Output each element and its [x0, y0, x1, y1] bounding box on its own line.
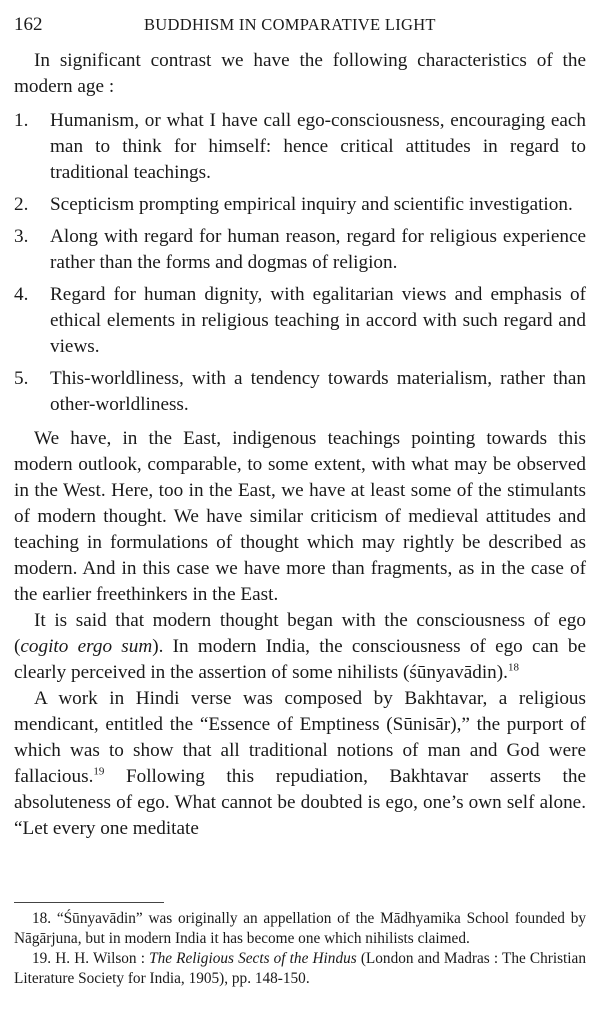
- list-item-text: Humanism, or what I have call ego-consciousness, encouraging each man to think for himself: hence critical attitudes in regard to traditional teachings.: [50, 110, 586, 183]
- paragraph-text: ). In modern India, the consciousness of ego can be clearly perceived in the assertion of some nihilists (śūnyavādin).: [14, 636, 586, 683]
- footnote-18: 18. “Śūnyavādin” was originally an appellation of the Mādhyamika School founded by Nāgārjuna, but in modern India it has become one which nihilists claimed.: [14, 910, 586, 947]
- footnote-ref-18[interactable]: 18: [507, 661, 519, 674]
- paragraph-eastern-teachings: We have, in the East, indigenous teachings pointing towards this modern outlook, comparable, to some extent, with what may be observed in the West. Here, too in the East, we have at least some of the stimulants of modern thought. We have similar criticism of medieval attitudes and teaching in formulations of thought which may rightly be described as modern. And in this case we have more than fragments, as in the case of the earlier freethinkers in the East.: [14, 428, 586, 605]
- paragraph-text: A work in Hindi verse was composed by Bakhtavar, a religious mendicant, entitled the “Essence of Emptiness (Sūnisār),” the purport of which was to show that all traditional notions of man and God were fallacious.: [14, 688, 586, 787]
- list-item-number: 2.: [14, 194, 29, 215]
- footnotes: [14, 902, 586, 989]
- footnote-text: 19. H. H. Wilson :: [32, 950, 150, 967]
- list-item-number: 4.: [14, 284, 29, 305]
- latin-phrase: cogito ergo sum: [20, 636, 153, 657]
- page-number: 162: [14, 14, 43, 35]
- body-text: [14, 48, 586, 842]
- list-item-text: Scepticism prompting empirical inquiry and scientific investigation.: [50, 194, 573, 215]
- list-item-number: 3.: [14, 226, 29, 247]
- footnote-text: (London and Madras : The Christian Literature Society for India, 1905), pp. 148-150.: [14, 950, 586, 987]
- list-item: [14, 224, 586, 276]
- book-title: The Religious Sects of the Hindus: [149, 950, 357, 967]
- footnote-ref-19[interactable]: 19: [93, 765, 105, 778]
- running-head: BUDDHISM IN COMPARATIVE LIGHT: [144, 15, 436, 34]
- list-item-number: 5.: [14, 368, 29, 389]
- intro-paragraph: In significant contrast we have the following characteristics of the modern age :: [14, 50, 586, 97]
- list-item: [14, 108, 586, 186]
- paragraph-text: It is said that modern thought began with the consciousness of ego (: [14, 610, 586, 657]
- characteristics-list: [14, 108, 586, 418]
- footnote-divider: [14, 902, 164, 903]
- footnote-19: [14, 949, 586, 989]
- paragraph-text: Following this repudiation, Bakhtavar asserts the absoluteness of ego. What cannot be doubted is ego, one’s own self alone. “Let every one meditate: [14, 766, 586, 839]
- paragraph-ego-consciousness: [14, 608, 586, 686]
- list-item: [14, 282, 586, 360]
- list-item: [14, 366, 586, 418]
- list-item: [14, 192, 586, 218]
- list-item-number: 1.: [14, 110, 29, 131]
- list-item-text: Along with regard for human reason, regard for religious experience rather than the forms and dogmas of religion.: [50, 226, 586, 273]
- list-item-text: This-worldliness, with a tendency towards materialism, rather than other-worldliness.: [50, 368, 586, 415]
- list-item-text: Regard for human dignity, with egalitarian views and emphasis of ethical elements in religious teaching in accord with such regard and views.: [50, 284, 586, 357]
- paragraph-bakhtavar: [14, 686, 586, 842]
- page-header: [14, 14, 586, 48]
